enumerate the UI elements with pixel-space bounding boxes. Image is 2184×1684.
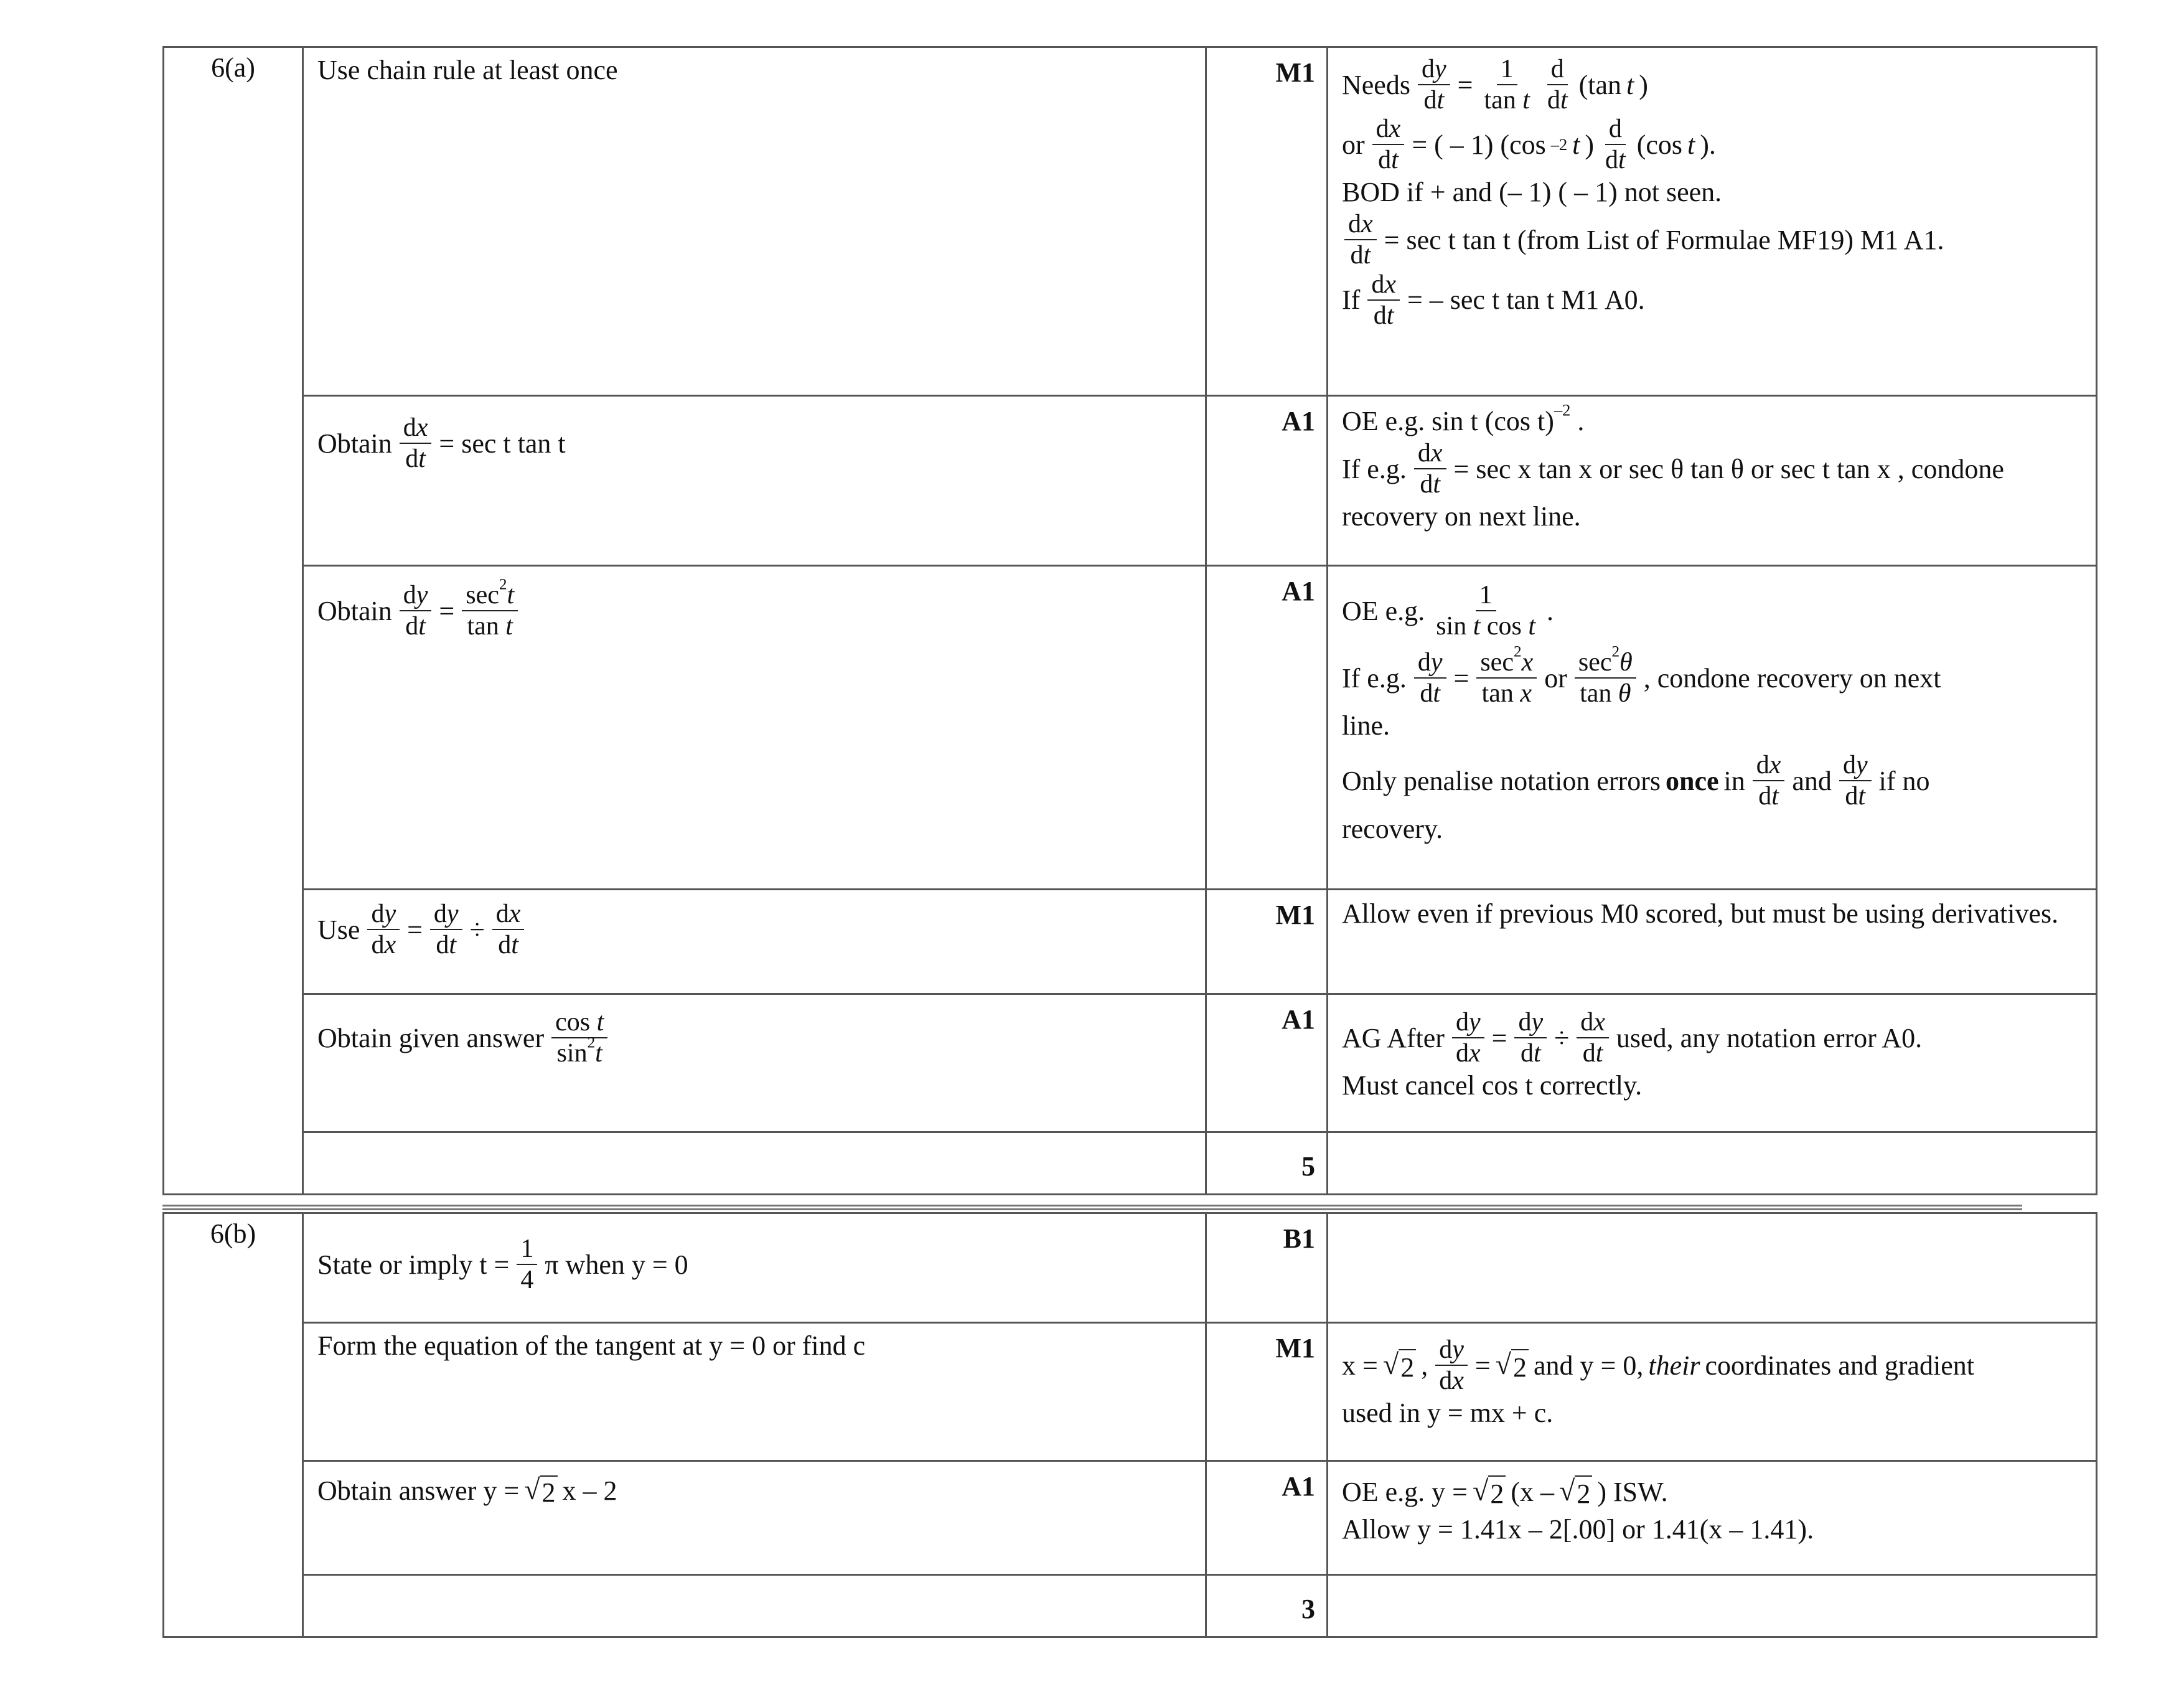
guidance-cell: OE e.g. $\frac{1}{\text{sin t cos t}}$ . If e.g. $\frac{dy}{dt}$ = $\frac{\sec^2x}{\text{tan x}}$ or $\frac{\sec^2\theta}{\text{tan θ}}$ , condone recovery on next line. Only penalise notation errors once in $\frac{dx}{dt}$ and $\frac{dy}{dt}$ if no recovery. [1328,566,2097,890]
mark-cell: M1 [1206,47,1328,396]
answer-cell: Use chain rule at least once [303,47,1206,396]
mark-cell: B1 [1206,1213,1328,1323]
question-label-6a: 6(a) [164,47,303,1195]
answer-cell: Form the equation of the tangent at y = 0 or find c [303,1323,1206,1461]
answer-cell [303,1575,1206,1637]
answer-cell: Use $\frac{dy}{dx}$ = $\frac{dy}{dt}$ ÷ $\frac{dx}{dt}$ [303,890,1206,994]
guidance-cell: OE e.g. sin t (cos t)$^{-2}$ . If e.g. $\frac{dx}{dt}$ = sec x tan x or sec θ tan θ or sec t tan x , condone recovery on next line. [1328,396,2097,566]
markscheme-part-b [162,1212,2097,1638]
guidance-cell: Needs $\frac{dy}{dt}$ = $\frac{1}{\text{tan t}}$ $\frac{d}{dt}$ (tan t ) or $\frac{dx}{dt}$ = ( – 1) (cos –2 t ) $\frac{d}{dt}$ (cos t ). BOD if + and (– 1) ( – 1) not seen. $\frac{dx}{dt}$ = sec t tan t (from List of Formulae MF19) M1 A1. If $\frac{dx}{dt}$ = – sec t tan t M1 A0. [1328,47,2097,396]
question-label-6b: 6(b) [164,1213,303,1637]
mark-cell: M1 [1206,890,1328,994]
answer-cell: Obtain answer y = √ 2 x – 2 [303,1461,1206,1575]
mark-cell: A1 [1206,1461,1328,1575]
mark-cell: M1 [1206,1323,1328,1461]
answer-cell: Obtain $\frac{dy}{dt}$ = $\frac{\sec^2t}{\text{tan t}}$ [303,566,1206,890]
answer-cell: State or imply t = $\frac{1}{4}$ π when y = 0 [303,1213,1206,1323]
guidance-cell [1328,1213,2097,1323]
total-mark-cell: 3 [1206,1575,1328,1637]
guidance-cell: AG After $\frac{dy}{dx}$ = $\frac{dy}{dt}$ ÷ $\frac{dx}{dt}$ used, any notation error A0. Must cancel cos t correctly. [1328,994,2097,1132]
answer-cell [303,1132,1206,1195]
markscheme-part-a [162,46,2097,1195]
guidance-cell: OE e.g. y = √ 2 (x – √ 2 ) ISW. Allow y = 1.41x – 2[.00] or 1.41(x – 1.41). [1328,1461,2097,1575]
mark-cell: A1 [1206,396,1328,566]
guidance-cell [1328,1132,2097,1195]
guidance-cell [1328,1575,2097,1637]
mark-cell: A1 [1206,566,1328,890]
total-mark-cell: 5 [1206,1132,1328,1195]
answer-cell: Obtain $\frac{dx}{dt}$ = sec t tan t [303,396,1206,566]
guidance-cell: Allow even if previous M0 scored, but must be using derivatives. [1328,890,2097,994]
mark-cell: A1 [1206,994,1328,1132]
section-divider [162,1205,2022,1210]
guidance-cell: x = √ 2 , $\frac{dy}{dx}$ = √ 2 and y = 0, their coordinates and gradient used in y = mx + c. [1328,1323,2097,1461]
answer-cell: Obtain given answer $\frac{\text{cos t}}{\sin^2t}$ [303,994,1206,1132]
